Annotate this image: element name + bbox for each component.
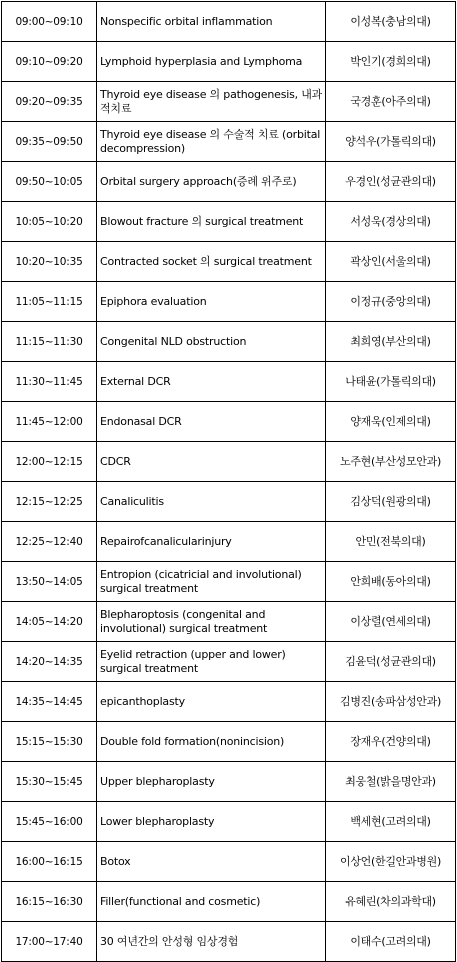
speaker-cell: 유혜린(차의과학대) <box>326 882 456 922</box>
table-row <box>2 682 456 722</box>
topic-cell: Lymphoid hyperplasia and Lymphoma <box>97 42 326 82</box>
table-row <box>2 482 456 522</box>
topic-cell: epicanthoplasty <box>97 682 326 722</box>
topic-cell: External DCR <box>97 362 326 402</box>
speaker-cell: 이상렬(연세의대) <box>326 602 456 642</box>
topic-cell: Thyroid eye disease 의 수술적 치료 (orbital decompression) <box>97 122 326 162</box>
schedule-table <box>1 1 456 962</box>
speaker-cell: 최웅철(밝을명안과) <box>326 762 456 802</box>
speaker-cell: 이성복(충남의대) <box>326 2 456 42</box>
time-cell: 11:15~11:30 <box>2 322 97 362</box>
time-cell: 11:05~11:15 <box>2 282 97 322</box>
speaker-cell: 안민(전북의대) <box>326 522 456 562</box>
topic-cell: Nonspecific orbital inflammation <box>97 2 326 42</box>
time-cell: 09:20~09:35 <box>2 82 97 122</box>
topic-cell: Endonasal DCR <box>97 402 326 442</box>
time-cell: 15:45~16:00 <box>2 802 97 842</box>
table-row <box>2 802 456 842</box>
speaker-cell: 이정규(중앙의대) <box>326 282 456 322</box>
table-row <box>2 362 456 402</box>
topic-cell: Blepharoptosis (congenital and involutional) surgical treatment <box>97 602 326 642</box>
table-row <box>2 242 456 282</box>
speaker-cell: 우경인(성균관의대) <box>326 162 456 202</box>
time-cell: 16:00~16:15 <box>2 842 97 882</box>
table-row <box>2 402 456 442</box>
table-row <box>2 442 456 482</box>
table-row <box>2 162 456 202</box>
topic-cell: Filler(functional and cosmetic) <box>97 882 326 922</box>
table-row <box>2 762 456 802</box>
speaker-cell: 백세현(고려의대) <box>326 802 456 842</box>
time-cell: 15:30~15:45 <box>2 762 97 802</box>
topic-cell: CDCR <box>97 442 326 482</box>
topic-cell: Thyroid eye disease 의 pathogenesis, 내과적치료 <box>97 82 326 122</box>
topic-cell: Repairofcanalicularinjury <box>97 522 326 562</box>
speaker-cell: 나태윤(가톨릭의대) <box>326 362 456 402</box>
table-row <box>2 922 456 962</box>
time-cell: 12:00~12:15 <box>2 442 97 482</box>
topic-cell: Blowout fracture 의 surgical treatment <box>97 202 326 242</box>
table-row <box>2 602 456 642</box>
table-row <box>2 522 456 562</box>
table-row <box>2 122 456 162</box>
time-cell: 16:15~16:30 <box>2 882 97 922</box>
speaker-cell: 양석우(가톨릭의대) <box>326 122 456 162</box>
time-cell: 10:20~10:35 <box>2 242 97 282</box>
speaker-cell: 이상언(한길안과병원) <box>326 842 456 882</box>
speaker-cell: 안희배(동아의대) <box>326 562 456 602</box>
table-row <box>2 842 456 882</box>
table-row <box>2 322 456 362</box>
speaker-cell: 김병진(송파삼성안과) <box>326 682 456 722</box>
time-cell: 14:20~14:35 <box>2 642 97 682</box>
topic-cell: Epiphora evaluation <box>97 282 326 322</box>
topic-cell: Upper blepharoplasty <box>97 762 326 802</box>
time-cell: 14:35~14:45 <box>2 682 97 722</box>
topic-cell: 30 여년간의 안성형 임상경험 <box>97 922 326 962</box>
topic-cell: Canaliculitis <box>97 482 326 522</box>
speaker-cell: 국경훈(아주의대) <box>326 82 456 122</box>
table-row <box>2 42 456 82</box>
speaker-cell: 박인기(경희의대) <box>326 42 456 82</box>
table-row <box>2 202 456 242</box>
table-row <box>2 2 456 42</box>
topic-cell: Eyelid retraction (upper and lower) surgical treatment <box>97 642 326 682</box>
table-row <box>2 562 456 602</box>
speaker-cell: 양재욱(인제의대) <box>326 402 456 442</box>
table-row <box>2 882 456 922</box>
table-row <box>2 642 456 682</box>
speaker-cell: 김윤덕(성균관의대) <box>326 642 456 682</box>
table-row <box>2 282 456 322</box>
topic-cell: Orbital surgery approach(증례 위주로) <box>97 162 326 202</box>
topic-cell: Double fold formation(nonincision) <box>97 722 326 762</box>
time-cell: 11:30~11:45 <box>2 362 97 402</box>
time-cell: 12:25~12:40 <box>2 522 97 562</box>
topic-cell: Congenital NLD obstruction <box>97 322 326 362</box>
schedule-body <box>2 2 456 962</box>
time-cell: 09:00~09:10 <box>2 2 97 42</box>
time-cell: 14:05~14:20 <box>2 602 97 642</box>
time-cell: 09:50~10:05 <box>2 162 97 202</box>
speaker-cell: 김상덕(원광의대) <box>326 482 456 522</box>
time-cell: 10:05~10:20 <box>2 202 97 242</box>
speaker-cell: 노주현(부산성모안과) <box>326 442 456 482</box>
speaker-cell: 이태수(고려의대) <box>326 922 456 962</box>
table-row <box>2 722 456 762</box>
topic-cell: Botox <box>97 842 326 882</box>
speaker-cell: 최희영(부산의대) <box>326 322 456 362</box>
time-cell: 12:15~12:25 <box>2 482 97 522</box>
speaker-cell: 곽상인(서울의대) <box>326 242 456 282</box>
topic-cell: Lower blepharoplasty <box>97 802 326 842</box>
time-cell: 17:00~17:40 <box>2 922 97 962</box>
time-cell: 09:10~09:20 <box>2 42 97 82</box>
topic-cell: Contracted socket 의 surgical treatment <box>97 242 326 282</box>
time-cell: 11:45~12:00 <box>2 402 97 442</box>
time-cell: 13:50~14:05 <box>2 562 97 602</box>
time-cell: 15:15~15:30 <box>2 722 97 762</box>
table-row <box>2 82 456 122</box>
time-cell: 09:35~09:50 <box>2 122 97 162</box>
speaker-cell: 장재우(건양의대) <box>326 722 456 762</box>
topic-cell: Entropion (cicatricial and involutional) surgical treatment <box>97 562 326 602</box>
speaker-cell: 서성욱(경상의대) <box>326 202 456 242</box>
